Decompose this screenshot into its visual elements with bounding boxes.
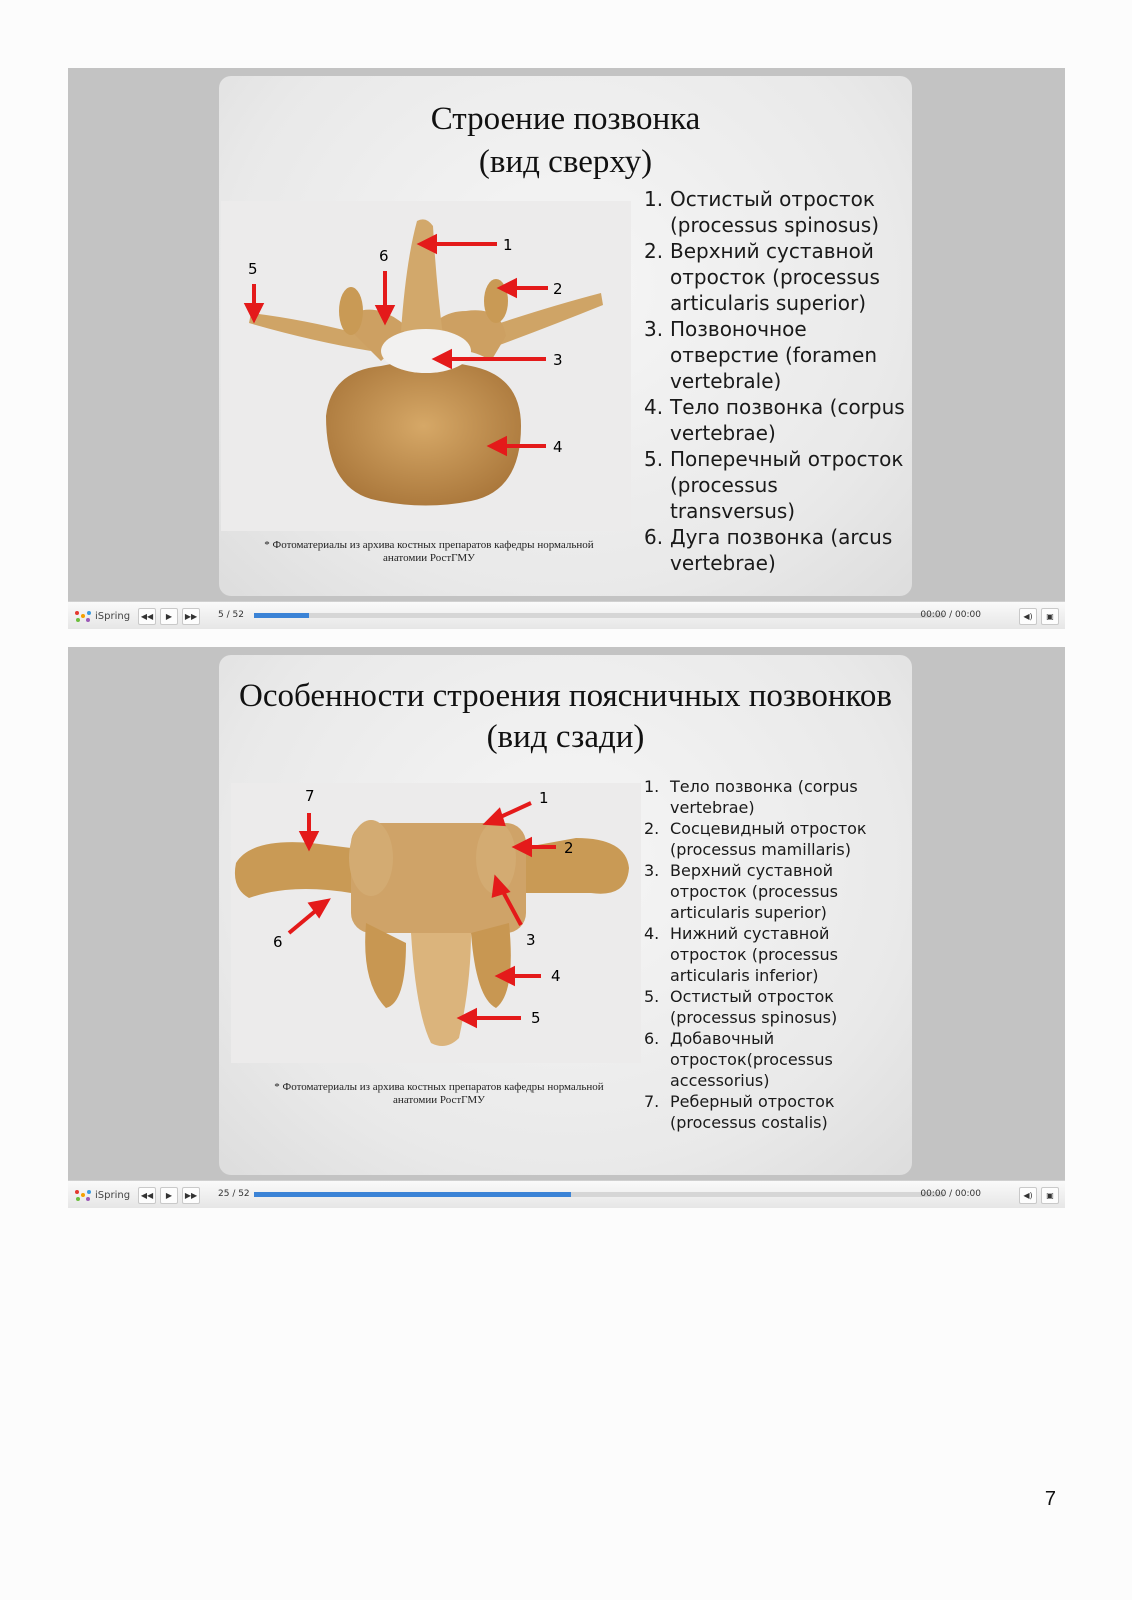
legend-item bbox=[644, 524, 906, 576]
progress-fill bbox=[254, 1192, 571, 1197]
previous-slide-button[interactable]: ◀◀ bbox=[138, 608, 156, 625]
legend-item-text: Тело позвонка (corpus vertebrae) bbox=[670, 777, 858, 817]
structure-legend bbox=[644, 776, 894, 1133]
legend-item-text: Нижний суставной отросток (processus articularis inferior) bbox=[670, 924, 838, 985]
label-4: 4 bbox=[553, 438, 563, 456]
player-controls bbox=[68, 1180, 1065, 1208]
legend-item-text: Тело позвонка (corpus vertebrae) bbox=[670, 395, 905, 445]
label-3: 3 bbox=[553, 351, 563, 369]
ispring-logo: iSpring bbox=[74, 1187, 130, 1203]
photo-caption: * Фотоматериалы из архива костных препаратов кафедры нормальной анатомии РостГМУ bbox=[274, 1081, 604, 1106]
legend-item bbox=[644, 394, 906, 446]
progress-bar[interactable] bbox=[254, 1192, 944, 1197]
spinous-process bbox=[411, 933, 471, 1046]
label-6: 6 bbox=[273, 933, 283, 951]
structure-legend bbox=[644, 186, 906, 576]
label-3: 3 bbox=[526, 931, 536, 949]
slide-subtitle: (вид сверху) bbox=[478, 144, 653, 180]
legend-item-text: Реберный отросток (processus costalis) bbox=[670, 1092, 835, 1132]
legend-item-text: Поперечный отросток (processus transversus) bbox=[670, 447, 904, 523]
legend-item bbox=[644, 446, 906, 524]
legend-item bbox=[644, 860, 894, 923]
legend-item bbox=[644, 238, 906, 316]
label-2: 2 bbox=[564, 839, 574, 857]
previous-slide-button[interactable]: ◀◀ bbox=[138, 1187, 156, 1204]
label-5: 5 bbox=[531, 1009, 541, 1027]
vertebral-foramen bbox=[381, 329, 471, 373]
legend-item bbox=[644, 986, 894, 1028]
fullscreen-button[interactable]: ▣ bbox=[1041, 608, 1059, 625]
legend-item-number: 7. bbox=[644, 1092, 660, 1111]
legend-item-text: Верхний суставной отросток (processus articularis superior) bbox=[670, 861, 838, 922]
legend-item-text: Позвоночное отверстие (foramen vertebrale) bbox=[670, 317, 878, 393]
legend-item-number: 6. bbox=[644, 525, 664, 549]
next-slide-button[interactable]: ▶▶ bbox=[182, 1187, 200, 1204]
play-button[interactable]: ▶ bbox=[160, 1187, 178, 1204]
page-number: 7 bbox=[1044, 1488, 1056, 1510]
slide-counter: 5 / 52 bbox=[218, 610, 244, 620]
fullscreen-button[interactable]: ▣ bbox=[1041, 1187, 1059, 1204]
label-6: 6 bbox=[379, 247, 389, 265]
legend-item-number: 1. bbox=[644, 187, 664, 211]
slide-player-2 bbox=[68, 647, 1065, 1208]
inferior-articular-left bbox=[365, 923, 406, 1008]
costal-process-left bbox=[235, 842, 351, 898]
legend-item-text: Верхний суставной отросток (processus articularis superior) bbox=[670, 239, 880, 315]
slide-player-1 bbox=[68, 68, 1065, 629]
legend-item bbox=[644, 1028, 894, 1091]
label-1: 1 bbox=[539, 789, 549, 807]
left-articular-process bbox=[349, 820, 393, 896]
legend-item-number: 4. bbox=[644, 924, 660, 943]
vertebra-back-view-photo bbox=[231, 783, 641, 1063]
legend-item bbox=[644, 1091, 894, 1133]
vertebra-top-view-illustration bbox=[221, 201, 631, 531]
label-2: 2 bbox=[553, 280, 563, 298]
slide-1 bbox=[219, 76, 912, 596]
slide-title: Особенности строения поясничных позвонков bbox=[239, 678, 892, 714]
legend-item-number: 5. bbox=[644, 447, 664, 471]
legend-item bbox=[644, 776, 894, 818]
legend-item bbox=[644, 818, 894, 860]
legend-item-text: Добавочный отросток(processus accessorius) bbox=[670, 1029, 833, 1090]
next-slide-button[interactable]: ▶▶ bbox=[182, 608, 200, 625]
label-1: 1 bbox=[503, 236, 513, 254]
vertebra-top-view-photo bbox=[221, 201, 631, 531]
vertebral-body bbox=[326, 361, 521, 506]
legend-item-number: 3. bbox=[644, 861, 660, 880]
legend-item bbox=[644, 316, 906, 394]
ispring-logo: iSpring bbox=[74, 608, 130, 624]
legend-item-number: 4. bbox=[644, 395, 664, 419]
slide-title: Строение позвонка bbox=[430, 101, 701, 137]
legend-item-number: 5. bbox=[644, 987, 660, 1006]
ispring-icon bbox=[74, 608, 92, 624]
legend-item-number: 1. bbox=[644, 777, 660, 796]
label-7: 7 bbox=[305, 787, 315, 805]
legend-item-text: Сосцевидный отросток (processus mamillaris) bbox=[670, 819, 867, 859]
legend-item-number: 2. bbox=[644, 239, 664, 263]
legend-item-text: Остистый отросток (processus spinosus) bbox=[670, 187, 880, 237]
slide-subtitle: (вид сзади) bbox=[486, 719, 645, 755]
legend-item-text: Остистый отросток (processus spinosus) bbox=[670, 987, 838, 1027]
ispring-icon bbox=[74, 1187, 92, 1203]
play-button[interactable]: ▶ bbox=[160, 608, 178, 625]
volume-button[interactable]: ◀) bbox=[1019, 608, 1037, 625]
legend-item bbox=[644, 186, 906, 238]
left-articular-process bbox=[339, 287, 363, 335]
legend-item-number: 2. bbox=[644, 819, 660, 838]
label-5: 5 bbox=[248, 260, 258, 278]
slide-counter: 25 / 52 bbox=[218, 1189, 250, 1199]
progress-bar[interactable] bbox=[254, 613, 944, 618]
time-display: 00:00 / 00:00 bbox=[920, 1189, 981, 1199]
legend-item bbox=[644, 923, 894, 986]
progress-fill bbox=[254, 613, 309, 618]
player-controls bbox=[68, 601, 1065, 629]
photo-caption: * Фотоматериалы из архива костных препаратов кафедры нормальной анатомии РостГМУ bbox=[264, 539, 594, 564]
inferior-articular-right bbox=[471, 923, 511, 1008]
vertebra-back-view-illustration bbox=[231, 783, 641, 1063]
slide-2 bbox=[219, 655, 912, 1175]
legend-item-number: 3. bbox=[644, 317, 664, 341]
time-display: 00:00 / 00:00 bbox=[920, 610, 981, 620]
legend-item-text: Дуга позвонка (arcus vertebrae) bbox=[670, 525, 893, 575]
legend-item-number: 6. bbox=[644, 1029, 660, 1048]
label-4: 4 bbox=[551, 967, 561, 985]
volume-button[interactable]: ◀) bbox=[1019, 1187, 1037, 1204]
